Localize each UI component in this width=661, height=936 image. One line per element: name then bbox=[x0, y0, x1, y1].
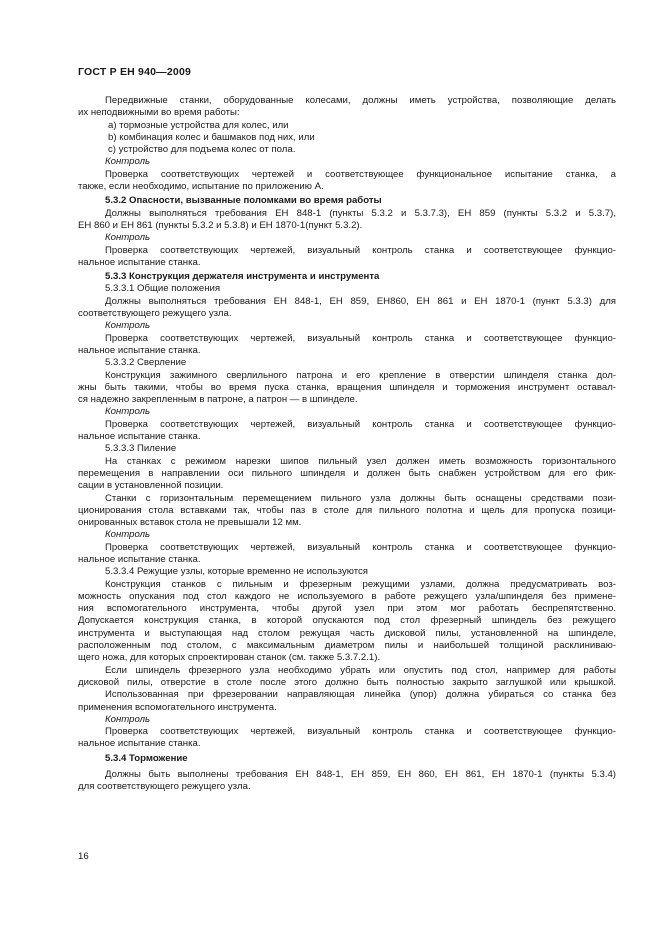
text-line: Проверка соответствующих чертежей, визуальный контроль станка и соответствующее функцио- bbox=[105, 332, 616, 344]
text-line: онированных вставок стола не превышали 12 мм. bbox=[78, 517, 302, 529]
text-line: Проверка соответствующих чертежей, визуальный контроль станка и соответствующее функцио- bbox=[105, 418, 616, 430]
control-label: Контроль bbox=[105, 406, 151, 418]
text-line: нальное испытание станка. bbox=[78, 431, 201, 443]
text-line: Станки с горизонтальным перемещением пильного узла должны быть оснащены средствами пози- bbox=[105, 492, 616, 504]
section-heading: 5.3.4 Торможение bbox=[105, 752, 188, 764]
text-line: нальное испытание станка. bbox=[78, 344, 201, 356]
text-line: Проверка соответствующих чертежей и соответствующее функциональное испытание станка, а bbox=[105, 168, 616, 180]
text-line: 5.3.3.4 Режущие узлы, которые временно не используются bbox=[105, 566, 368, 578]
text-line: c) устройство для подъема колес от пола. bbox=[108, 144, 296, 156]
text-line: На станках с режимом нарезки шипов пильный узел должен иметь возможность горизонтального bbox=[105, 455, 616, 467]
text-line: перемещения в направлении оси пильного шпинделя и должен быть снабжен устройством для его фик- bbox=[78, 467, 616, 479]
text-line: Конструкция станков с пильным и фрезерным режущими узлами, должна предусматривать воз- bbox=[105, 578, 616, 590]
text-line: соответствующего режущего узла. bbox=[78, 308, 232, 320]
text-line: ния вспомогательного инструмента, чтобы другой узел при этом мог работать беспрепятственно. bbox=[78, 603, 616, 615]
control-label: Контроль bbox=[105, 529, 151, 541]
text-line: щего ножа, для которых спроектирован станок (см. также 5.3.7.2.1). bbox=[78, 652, 381, 664]
section-heading: 5.3.3 Конструкция держателя инструмента и инструмента bbox=[105, 271, 380, 283]
control-label: Контроль bbox=[105, 320, 151, 332]
text-line: 5.3.3.2 Сверление bbox=[105, 357, 187, 369]
text-line: Должны быть выполнены требования ЕН 848-1, ЕН 859, ЕН 860, ЕН 861, ЕН 1870-1 (пункты 5.3.4) bbox=[105, 769, 616, 781]
text-line: ционирования стола вставками так, чтобы паз в столе для пильного полотна и щель для пропуска позици- bbox=[78, 504, 616, 516]
text-line: Допускается конструкция станка, в которой опускаются под стол фрезерный шпиндель без режущего bbox=[78, 615, 616, 627]
text-line: Проверка соответствующих чертежей, визуальный контроль станка и соответствующее функцио- bbox=[105, 541, 616, 553]
text-line: сации в установленной позиции. bbox=[78, 480, 224, 492]
text-line: ся надежно закрепленным в патроне, а патрон — в шпинделе. bbox=[78, 394, 358, 406]
text-line: Если шпиндель фрезерного узла необходимо убрать или опустить под стол, например для работы bbox=[105, 664, 616, 676]
text-line: инструмента и выступающая над столом режущая часть дисковой пилы, установленной на шпинделе, bbox=[78, 627, 616, 639]
text-line: жны быть такими, чтобы во время пуска станка, вращения шпинделя и торможения инструмент оставал- bbox=[78, 381, 616, 393]
text-line: их неподвижными во время работы: bbox=[78, 107, 240, 119]
text-line: нальное испытание станка. bbox=[78, 256, 201, 268]
control-label: Контроль bbox=[105, 232, 151, 244]
text-line: для соответствующего режущего узла. bbox=[78, 781, 251, 793]
text-line: Должны выполняться требования ЕН 848-1 (пункты 5.3.2 и 5.3.7.3), ЕН 859 (пункты 5.3.2 и 5.3.7), bbox=[105, 207, 616, 219]
text-line: дисковой пилы, отверстие в столе после этого должно быть полностью закрыто заглушкой или крышкой. bbox=[78, 676, 616, 688]
text-line: 5.3.3.1 Общие положения bbox=[105, 283, 221, 295]
text-line: Проверка соответствующих чертежей, визуальный контроль станка и соответствующее функцио- bbox=[105, 726, 616, 738]
text-line: Использованная при фрезеровании направляющая линейка (упор) должна убираться со станка без bbox=[105, 689, 616, 701]
text-line: нальное испытание станка. bbox=[78, 553, 201, 565]
text-line: Передвижные станки, оборудованные колесами, должны иметь устройства, позволяющие делать bbox=[105, 95, 616, 106]
text-line: b) комбинация колес и башмаков под них, или bbox=[108, 131, 315, 143]
text-line: можность опускания под стол каждого не используемого в работе режущего узла/шпинделя без примене- bbox=[78, 590, 616, 602]
control-label: Контроль bbox=[105, 713, 151, 725]
text-line: а) тормозные устройства для колес, или bbox=[108, 119, 289, 131]
text-line: Конструкция зажимного сверлильного патрона и его крепление в отверстии шпинделя станка дол- bbox=[105, 369, 616, 381]
text-line: также, если необходимо, испытание по приложению А. bbox=[78, 181, 324, 193]
section-heading: 5.3.2 Опасности, вызванные поломками во время работы bbox=[105, 195, 382, 207]
text-line: расположенным под столом, с максимальным диаметром пилы и наибольшей толщиной расклиниваю- bbox=[78, 640, 616, 652]
control-label: Контроль bbox=[105, 156, 151, 168]
text-line: применения вспомогательного инструмента. bbox=[78, 701, 277, 713]
text-line: Проверка соответствующих чертежей, визуальный контроль станка и соответствующее функцио- bbox=[105, 244, 616, 256]
page-number: 16 bbox=[78, 851, 89, 862]
text-line: Должны выполняться требования ЕН 848-1, ЕН 859, ЕН860, ЕН 861 и ЕН 1870-1 (пункт 5.3.3) для bbox=[105, 295, 616, 307]
text-line: нальное испытание станка. bbox=[78, 738, 201, 750]
text-line: ЕН 860 и ЕН 861 (пункты 5.3.2 и 5.3.8) и ЕН 1870-1(пункт 5.3.2). bbox=[78, 219, 363, 231]
document-header: ГОСТ Р ЕН 940—2009 bbox=[78, 66, 192, 78]
document-body bbox=[78, 95, 616, 794]
text-line: 5.3.3.3 Пиление bbox=[105, 443, 177, 455]
